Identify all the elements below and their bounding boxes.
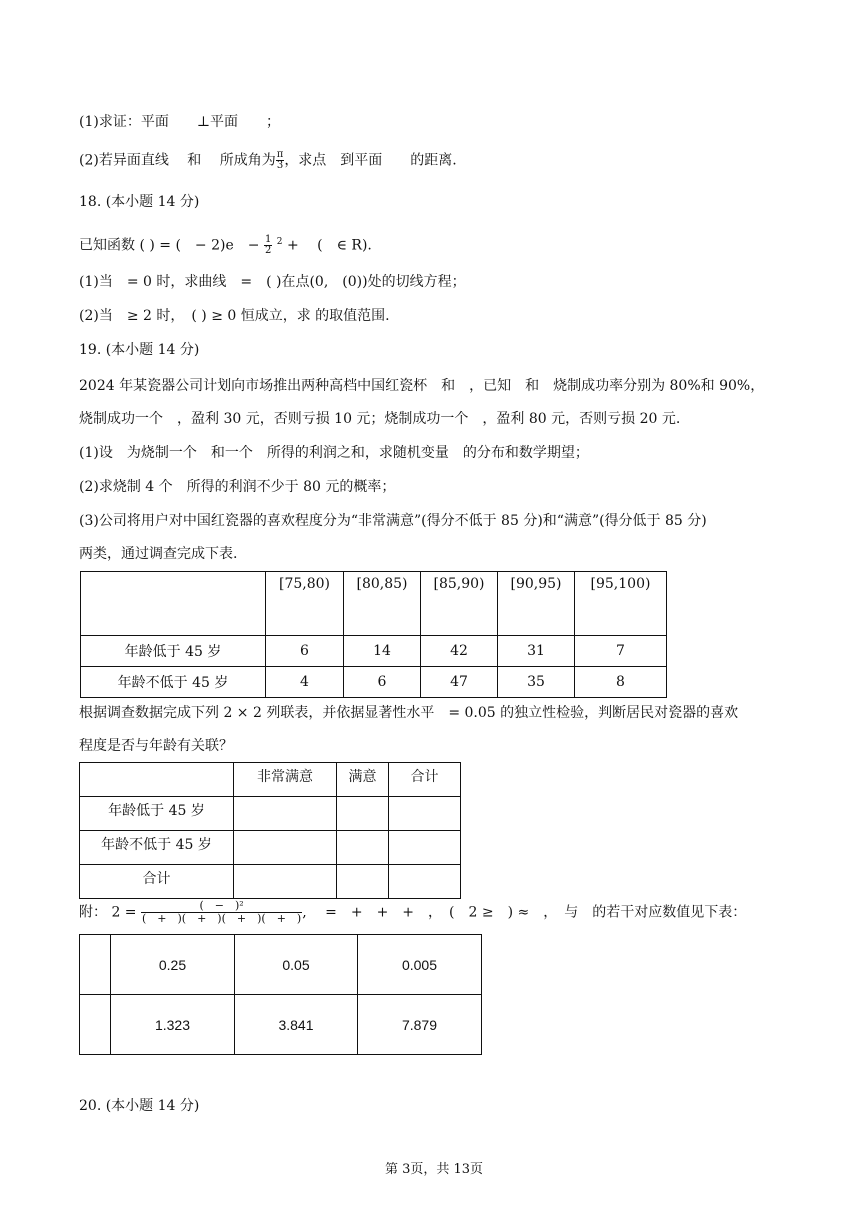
table-cell: 42 <box>421 636 498 667</box>
page-footer: 第 3页，共 13页 <box>384 1162 484 1177</box>
table-cell: 满意 <box>337 763 389 797</box>
table-cell: 1.323 <box>111 995 235 1055</box>
table-cell <box>234 865 337 899</box>
table-row <box>81 667 667 698</box>
q18-exponent: 2 <box>276 237 283 247</box>
table-cell: 合计 <box>80 865 234 899</box>
table-cell <box>80 935 111 995</box>
q19-heading: 19. (本小题 14 分) <box>79 342 200 358</box>
q19-stem-line2: 烧制成功一个 ，盈利 30 元，否则亏损 10 元；烧制成功一个 ，盈利 80 元，否则亏损 20 元. <box>79 411 681 427</box>
table-header-row <box>80 763 461 797</box>
table-cell: 非常满意 <box>234 763 337 797</box>
q19-stem-line1: 2024 年某瓷器公司计划向市场推出两种高档中国红瓷杯 和 ，已知 和 烧制成功率分别为 80%和 90%， <box>79 378 765 394</box>
table-cell: 7 <box>575 636 667 667</box>
table-cell <box>80 995 111 1055</box>
table-cell: [90,95) <box>498 572 575 636</box>
chi-square-lhs: 2 = <box>111 904 137 921</box>
table-cell: [95,100) <box>575 572 667 636</box>
appendix-rest: , = + + + ， ( 2 ≥ ) ≈ ， 与 的若干对应数值见下表： <box>302 904 747 921</box>
q17-part2-before: (2)若异面直线 和 所成角为 <box>79 152 276 169</box>
q17-part2 <box>79 150 457 171</box>
table-cell: 合计 <box>389 763 461 797</box>
table-cell: 6 <box>344 667 421 698</box>
q19-after-table-line1: 根据调查数据完成下列 2 × 2 列联表，并依据显著性水平 = 0.05 的独立性检验，判断居民对瓷器的喜欢 <box>79 705 739 721</box>
table-cell: 年龄低于 45 岁 <box>80 797 234 831</box>
table-cell: [85,90) <box>421 572 498 636</box>
q18-heading: 18. (本小题 14 分) <box>79 194 200 210</box>
table-cell <box>337 831 389 865</box>
table-cell: 年龄低于 45 岁 <box>81 636 266 667</box>
q18-part2: (2)当 ≥ 2 时， ( ) ≥ 0 恒成立，求 的取值范围. <box>79 308 390 324</box>
table-cell <box>234 797 337 831</box>
table-row <box>80 865 461 899</box>
table-cell: 14 <box>344 636 421 667</box>
q17-part1: (1)求证：平面 ⊥平面 ； <box>79 114 280 130</box>
table-row <box>80 995 482 1055</box>
table-row <box>80 831 461 865</box>
table-cell: 0.25 <box>111 935 235 995</box>
table-cell: 年龄不低于 45 岁 <box>81 667 266 698</box>
table-cell: 47 <box>421 667 498 698</box>
q18-stem-a: 已知函数 ( ) = ( − 2)e − <box>79 237 260 254</box>
q19-part1: (1)设 为烧制一个 和一个 所得的利润之和，求随机变量 的分布和数学期望； <box>79 445 589 461</box>
table-cell <box>234 831 337 865</box>
table-cell <box>389 831 461 865</box>
q19-part3-line2: 两类，通过调查完成下表. <box>79 546 238 562</box>
contingency-table <box>79 762 461 899</box>
table-cell: 0.005 <box>358 935 482 995</box>
pi-over-3-fraction: $\frac{\pi}{3}$ <box>276 149 284 171</box>
table-cell: 6 <box>266 636 344 667</box>
table-header-row <box>81 572 667 636</box>
table-cell: 4 <box>266 667 344 698</box>
q18-stem <box>79 232 372 256</box>
chi-square-fraction: $\frac{\text{( − )²}}{( + )( + )( + )( + )}$ <box>142 899 302 925</box>
table-cell: [75,80) <box>266 572 344 636</box>
q17-part2-after: ，求点 到平面 的距离. <box>284 152 457 169</box>
table-cell <box>81 572 266 636</box>
table-cell <box>337 797 389 831</box>
table-cell: [80,85) <box>344 572 421 636</box>
q20-heading: 20. (本小题 14 分) <box>79 1098 200 1114</box>
table-row <box>80 935 482 995</box>
q18-stem-b: + ( ∈ R). <box>286 237 372 254</box>
appendix-formula <box>79 900 746 925</box>
table-cell: 35 <box>498 667 575 698</box>
q19-part2: (2)求烧制 4 个 所得的利润不少于 80 元的概率； <box>79 479 396 495</box>
appendix-prefix: 附： <box>79 904 107 921</box>
table-cell <box>389 865 461 899</box>
one-half-fraction: $\frac{1}{2}$ <box>264 234 272 257</box>
table-cell: 8 <box>575 667 667 698</box>
q19-part3-line1: (3)公司将用户对中国红瓷器的喜欢程度分为“非常满意”(得分不低于 85 分)和“满意”(得分低于 85 分) <box>79 513 707 529</box>
table-row <box>80 797 461 831</box>
table-cell: 31 <box>498 636 575 667</box>
table-cell: 0.05 <box>235 935 358 995</box>
table-row <box>81 636 667 667</box>
table-cell <box>337 865 389 899</box>
table-cell <box>80 763 234 797</box>
table-cell: 年龄不低于 45 岁 <box>80 831 234 865</box>
survey-table <box>80 571 667 698</box>
critical-values-table <box>79 934 482 1055</box>
table-cell: 7.879 <box>358 995 482 1055</box>
q19-after-table-line2: 程度是否与年龄有关联？ <box>79 738 233 754</box>
table-cell: 3.841 <box>235 995 358 1055</box>
table-cell <box>389 797 461 831</box>
q18-part1: (1)当 = 0 时，求曲线 = ( )在点(0, (0))处的切线方程； <box>79 274 466 290</box>
